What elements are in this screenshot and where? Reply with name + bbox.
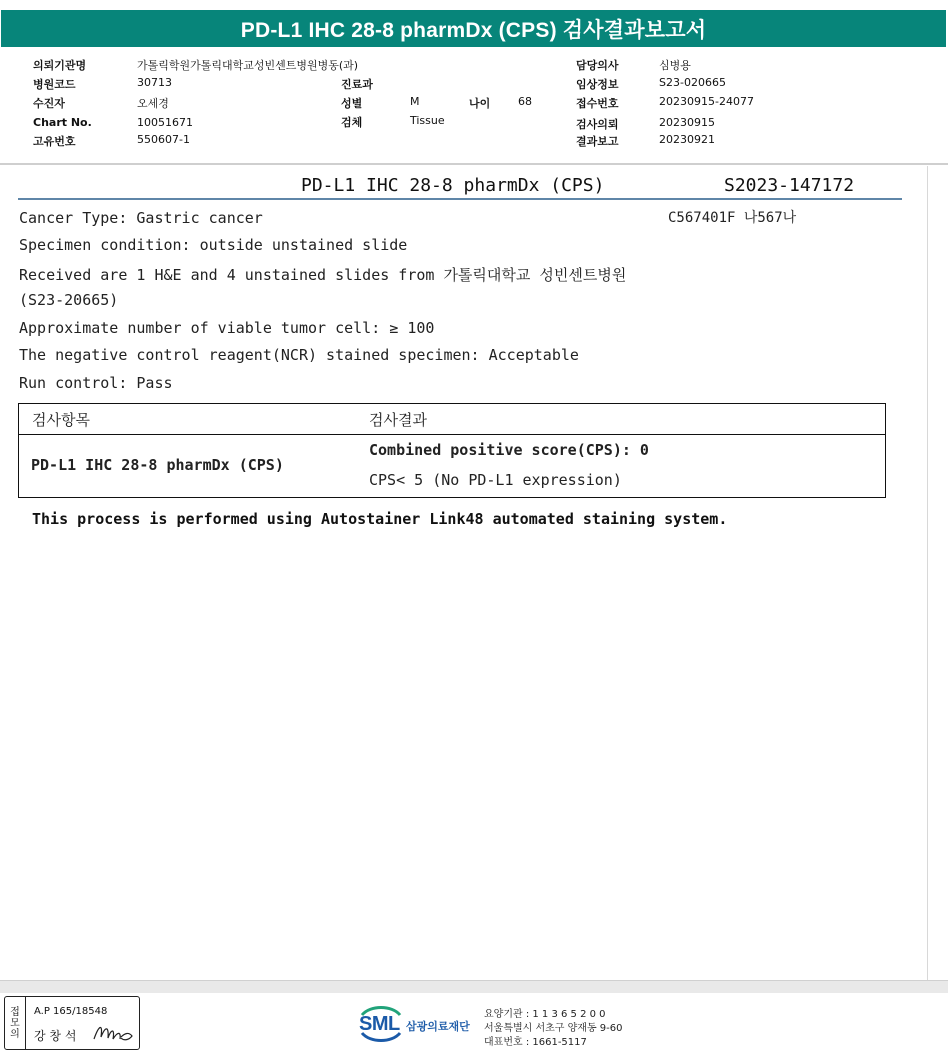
recipient-value: 오세경 (137, 97, 169, 110)
request-date-value: 20230915 (659, 116, 715, 129)
chart-value: 10051671 (137, 116, 193, 129)
institution-label: 의뢰기관명 (33, 59, 87, 72)
staining-system-note: This process is performed using Autostainer Link48 automated staining system. (32, 510, 728, 528)
report-line-tumor-cell: Approximate number of viable tumor cell: ≥ 100 (19, 319, 435, 337)
stamp-ap-number: A.P 165/18548 (34, 1006, 108, 1017)
specimen-label: 검체 (341, 116, 363, 129)
institution-address-line: 서울특별시 서초구 양재동 9-60 (484, 1023, 623, 1034)
report-line-run-control: Run control: Pass (19, 374, 173, 392)
stamp-side-label (5, 997, 26, 1049)
report-date-label: 결과보고 (576, 135, 619, 148)
sex-label: 성별 (341, 97, 363, 110)
specimen-value: Tissue (410, 114, 445, 127)
doctor-label: 담당의사 (576, 59, 619, 72)
report-number: S2023-147172 (724, 175, 855, 196)
chart-label: Chart No. (33, 116, 92, 129)
sml-logo-text: SML (359, 1013, 400, 1035)
test-item-cell: PD-L1 IHC 28-8 pharmDx (CPS) (31, 456, 284, 474)
report-line-negative-control: The negative control reagent(NCR) stained specimen: Acceptable (19, 346, 579, 364)
title-underline (18, 198, 902, 200)
institution-phone-line: 대표번호 : 1661-5117 (484, 1037, 587, 1048)
age-value: 68 (518, 95, 532, 108)
receipt-number-label: 접수번호 (576, 97, 619, 110)
institution-value: 가톨릭학원가톨릭대학교성빈센트병원병동(과) (137, 59, 359, 72)
stamp-side-char: 의 (10, 1028, 20, 1040)
result-cps-interpretation: CPS< 5 (No PD-L1 expression) (369, 471, 622, 489)
hospital-code-value: 30713 (137, 76, 172, 89)
result-table-header (19, 404, 885, 435)
report-line-case-number: (S23-20665) (19, 291, 119, 309)
clinical-info-label: 임상정보 (576, 78, 619, 91)
column-header-test-item: 검사항목 (32, 411, 90, 429)
unique-value: 550607-1 (137, 133, 190, 146)
report-line-cancer-type: Cancer Type: Gastric cancer (19, 209, 263, 227)
report-scroll-edge (927, 166, 928, 980)
hospital-code-label: 병원코드 (33, 78, 76, 91)
receipt-number-value: 20230915-24077 (659, 95, 754, 108)
department-label: 진료과 (341, 78, 373, 91)
unique-label: 고유번호 (33, 135, 76, 148)
header-divider (0, 163, 948, 165)
column-header-test-result: 검사결과 (369, 411, 427, 429)
report-body[interactable] (0, 166, 927, 980)
age-label: 나이 (469, 97, 491, 110)
stamp-side-char: 모 (10, 1017, 20, 1029)
request-date-label: 검사의뢰 (576, 118, 619, 131)
organization-name: 삼광의료재단 (406, 1020, 470, 1033)
sml-logo (356, 1003, 476, 1043)
recipient-label: 수진자 (33, 97, 65, 110)
clinical-info-value: S23-020665 (659, 76, 726, 89)
report-line-specimen-condition: Specimen condition: outside unstained slide (19, 236, 408, 254)
institution-code-line: 요양기관 : 1 1 3 6 5 2 0 0 (484, 1009, 606, 1020)
signature-icon (91, 1019, 137, 1045)
doctor-value: 심병용 (659, 59, 691, 72)
stamp-pathologist-name: 강 창 석 (34, 1029, 77, 1043)
result-cps-score: Combined positive score(CPS): 0 (369, 441, 649, 459)
report-title-banner: PD-L1 IHC 28-8 pharmDx (CPS) 검사결과보고서 (1, 10, 946, 47)
report-code: C567401F 나567나 (668, 210, 797, 226)
report-date-value: 20230921 (659, 133, 715, 146)
result-table (18, 403, 886, 498)
pathologist-stamp (4, 996, 140, 1050)
report-test-title: PD-L1 IHC 28-8 pharmDx (CPS) (301, 175, 605, 196)
report-line-received: Received are 1 H&E and 4 unstained slides from 가톨릭대학교 성빈센트병원 (19, 266, 627, 284)
stamp-side-char: 접 (10, 1006, 20, 1018)
footer-divider-bar (0, 980, 948, 993)
sex-value: M (410, 95, 420, 108)
